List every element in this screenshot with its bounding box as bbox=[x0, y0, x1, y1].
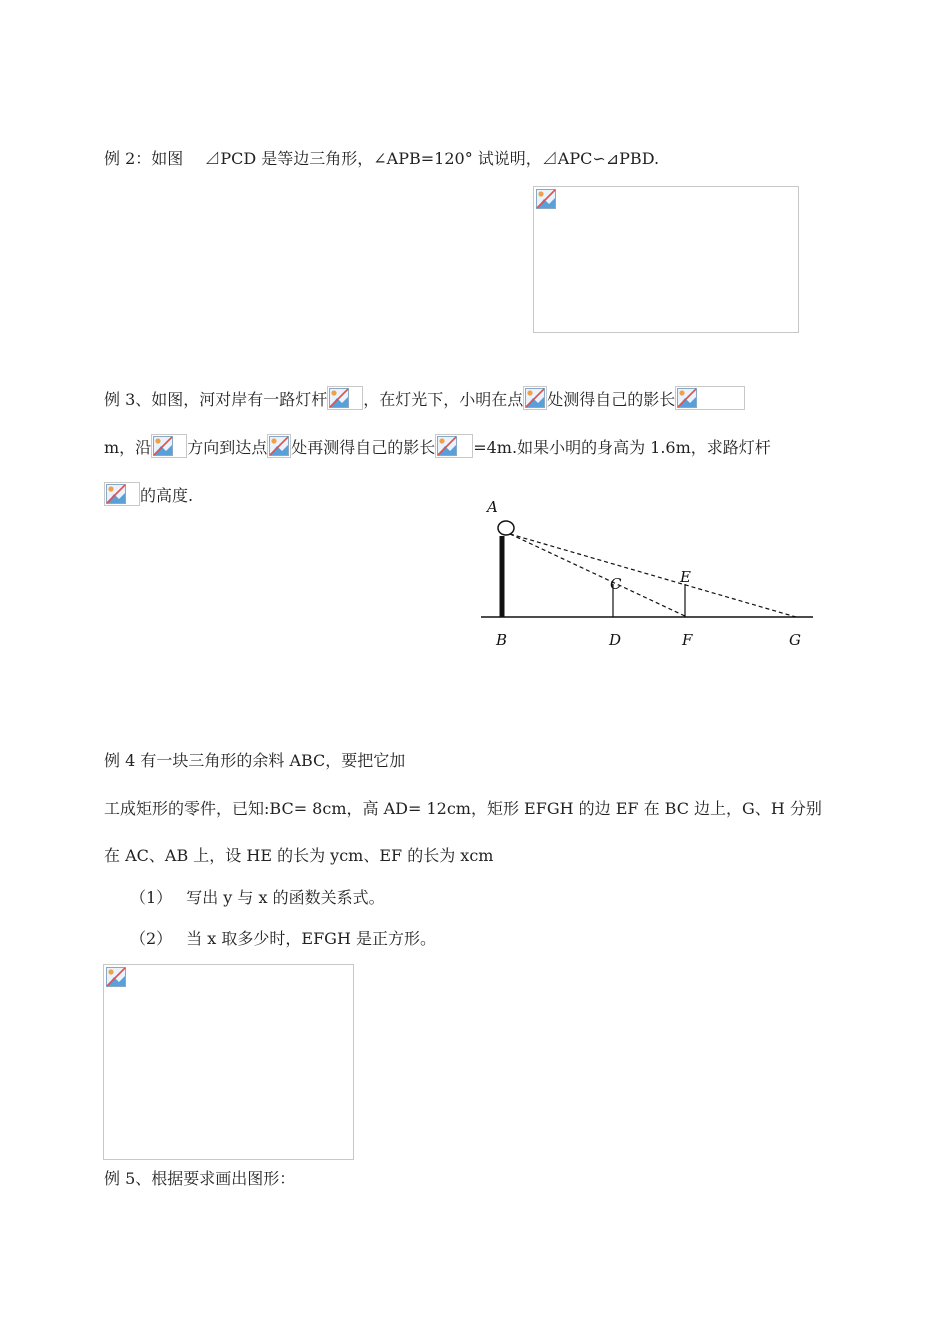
label-g: G bbox=[789, 631, 801, 649]
example-4-line-3: 在 AC、AB 上，设 HE 的长为 ycm、EF 的长为 xcm bbox=[104, 846, 494, 865]
broken-image-icon bbox=[536, 189, 556, 209]
broken-image-icon bbox=[153, 436, 173, 456]
label-e: E bbox=[680, 568, 691, 586]
inline-image-shadow-fg bbox=[435, 434, 473, 458]
example-3-line-2: m，沿 方向到达点 处再测得自己的影长 =4m.如果小明的身高为 1.6m，求路灯杆 bbox=[104, 434, 771, 459]
light-ray-to-f bbox=[510, 534, 687, 617]
broken-image-icon bbox=[106, 967, 126, 987]
example-3-line-3: 的高度. bbox=[104, 482, 193, 507]
light-ray-to-g bbox=[510, 534, 796, 617]
broken-image-icon bbox=[329, 388, 349, 408]
example-4-line-1: 例 4 有一块三角形的余料 ABC，要把它加 bbox=[104, 751, 406, 770]
label-d: D bbox=[609, 631, 622, 649]
broken-image-icon bbox=[106, 484, 126, 504]
broken-image-icon bbox=[525, 388, 545, 408]
inline-image-pole bbox=[104, 482, 140, 506]
label-f: F bbox=[682, 631, 693, 649]
example-4-line-2: 工成矩形的零件，已知:BC= 8cm，高 AD= 12cm，矩形 EFGH 的边 EF 在 BC 边上，G、H 分别 bbox=[104, 799, 822, 818]
inline-image-point-f bbox=[267, 434, 291, 458]
inline-image-ab bbox=[327, 386, 363, 410]
example-3-line-1: 例 3、如图，河对岸有一路灯杆 ，在灯光下，小明在点 处测得自己的影长 bbox=[104, 386, 745, 411]
lamp-shadow-figure bbox=[476, 496, 821, 656]
label-b: B bbox=[496, 631, 508, 649]
inline-image-point-d bbox=[523, 386, 547, 410]
label-a: A bbox=[487, 498, 498, 516]
example-2-image-placeholder bbox=[533, 186, 799, 333]
broken-image-icon bbox=[269, 436, 289, 456]
example-4-question-1: （1） 写出 y 与 x 的函数关系式。 bbox=[130, 888, 385, 907]
label-c: C bbox=[610, 575, 622, 593]
broken-image-icon bbox=[677, 388, 697, 408]
example-5-line-1: 例 5、根据要求画出图形： bbox=[104, 1169, 296, 1188]
inline-image-shadow-df bbox=[675, 386, 745, 410]
lamp-head bbox=[498, 521, 514, 535]
inline-image-direction bbox=[151, 434, 187, 458]
example-2-text: 例 2：如图 ⊿PCD 是等边三角形，∠APB=120° 试说明，⊿APC∽⊿PBD. bbox=[104, 149, 660, 168]
broken-image-icon bbox=[437, 436, 457, 456]
example-4-question-2: （2） 当 x 取多少时，EFGH 是正方形。 bbox=[130, 929, 436, 948]
example-4-image-placeholder bbox=[103, 964, 354, 1160]
